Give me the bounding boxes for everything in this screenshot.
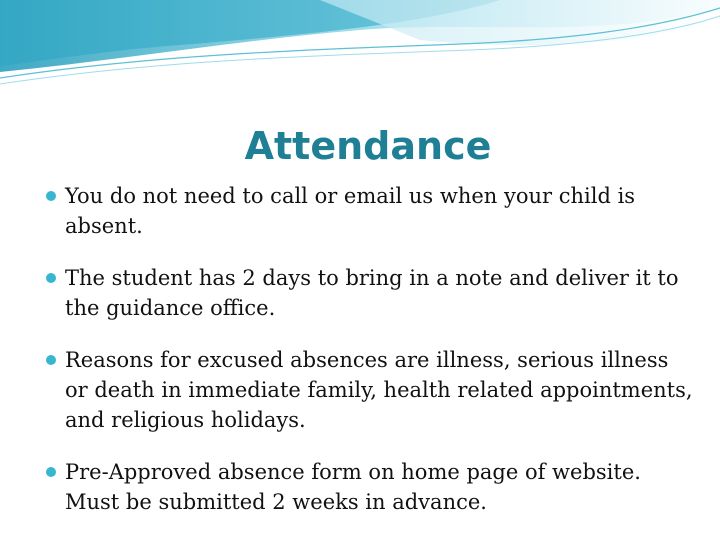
bullet-dot-icon	[46, 467, 56, 477]
bullet-text: Reasons for excused absences are illness, serious illness or death in immediate family, health related appointments, and religious holidays.	[65, 348, 693, 432]
bullet-dot-icon	[46, 191, 56, 201]
list-item	[46, 457, 696, 517]
slide-title: Attendance	[244, 124, 492, 168]
list-item	[46, 263, 696, 323]
header-wave-decoration	[0, 0, 720, 90]
bullet-text: You do not need to call or email us when your child is absent.	[65, 184, 636, 238]
bullet-text: The student has 2 days to bring in a note and deliver it to the guidance office.	[65, 266, 679, 320]
bullet-list	[46, 181, 696, 539]
bullet-dot-icon	[46, 273, 56, 283]
list-item	[46, 345, 696, 435]
bullet-text: Pre-Approved absence form on home page of website. Must be submitted 2 weeks in advance.	[65, 460, 641, 514]
list-item	[46, 181, 696, 241]
bullet-dot-icon	[46, 355, 56, 365]
